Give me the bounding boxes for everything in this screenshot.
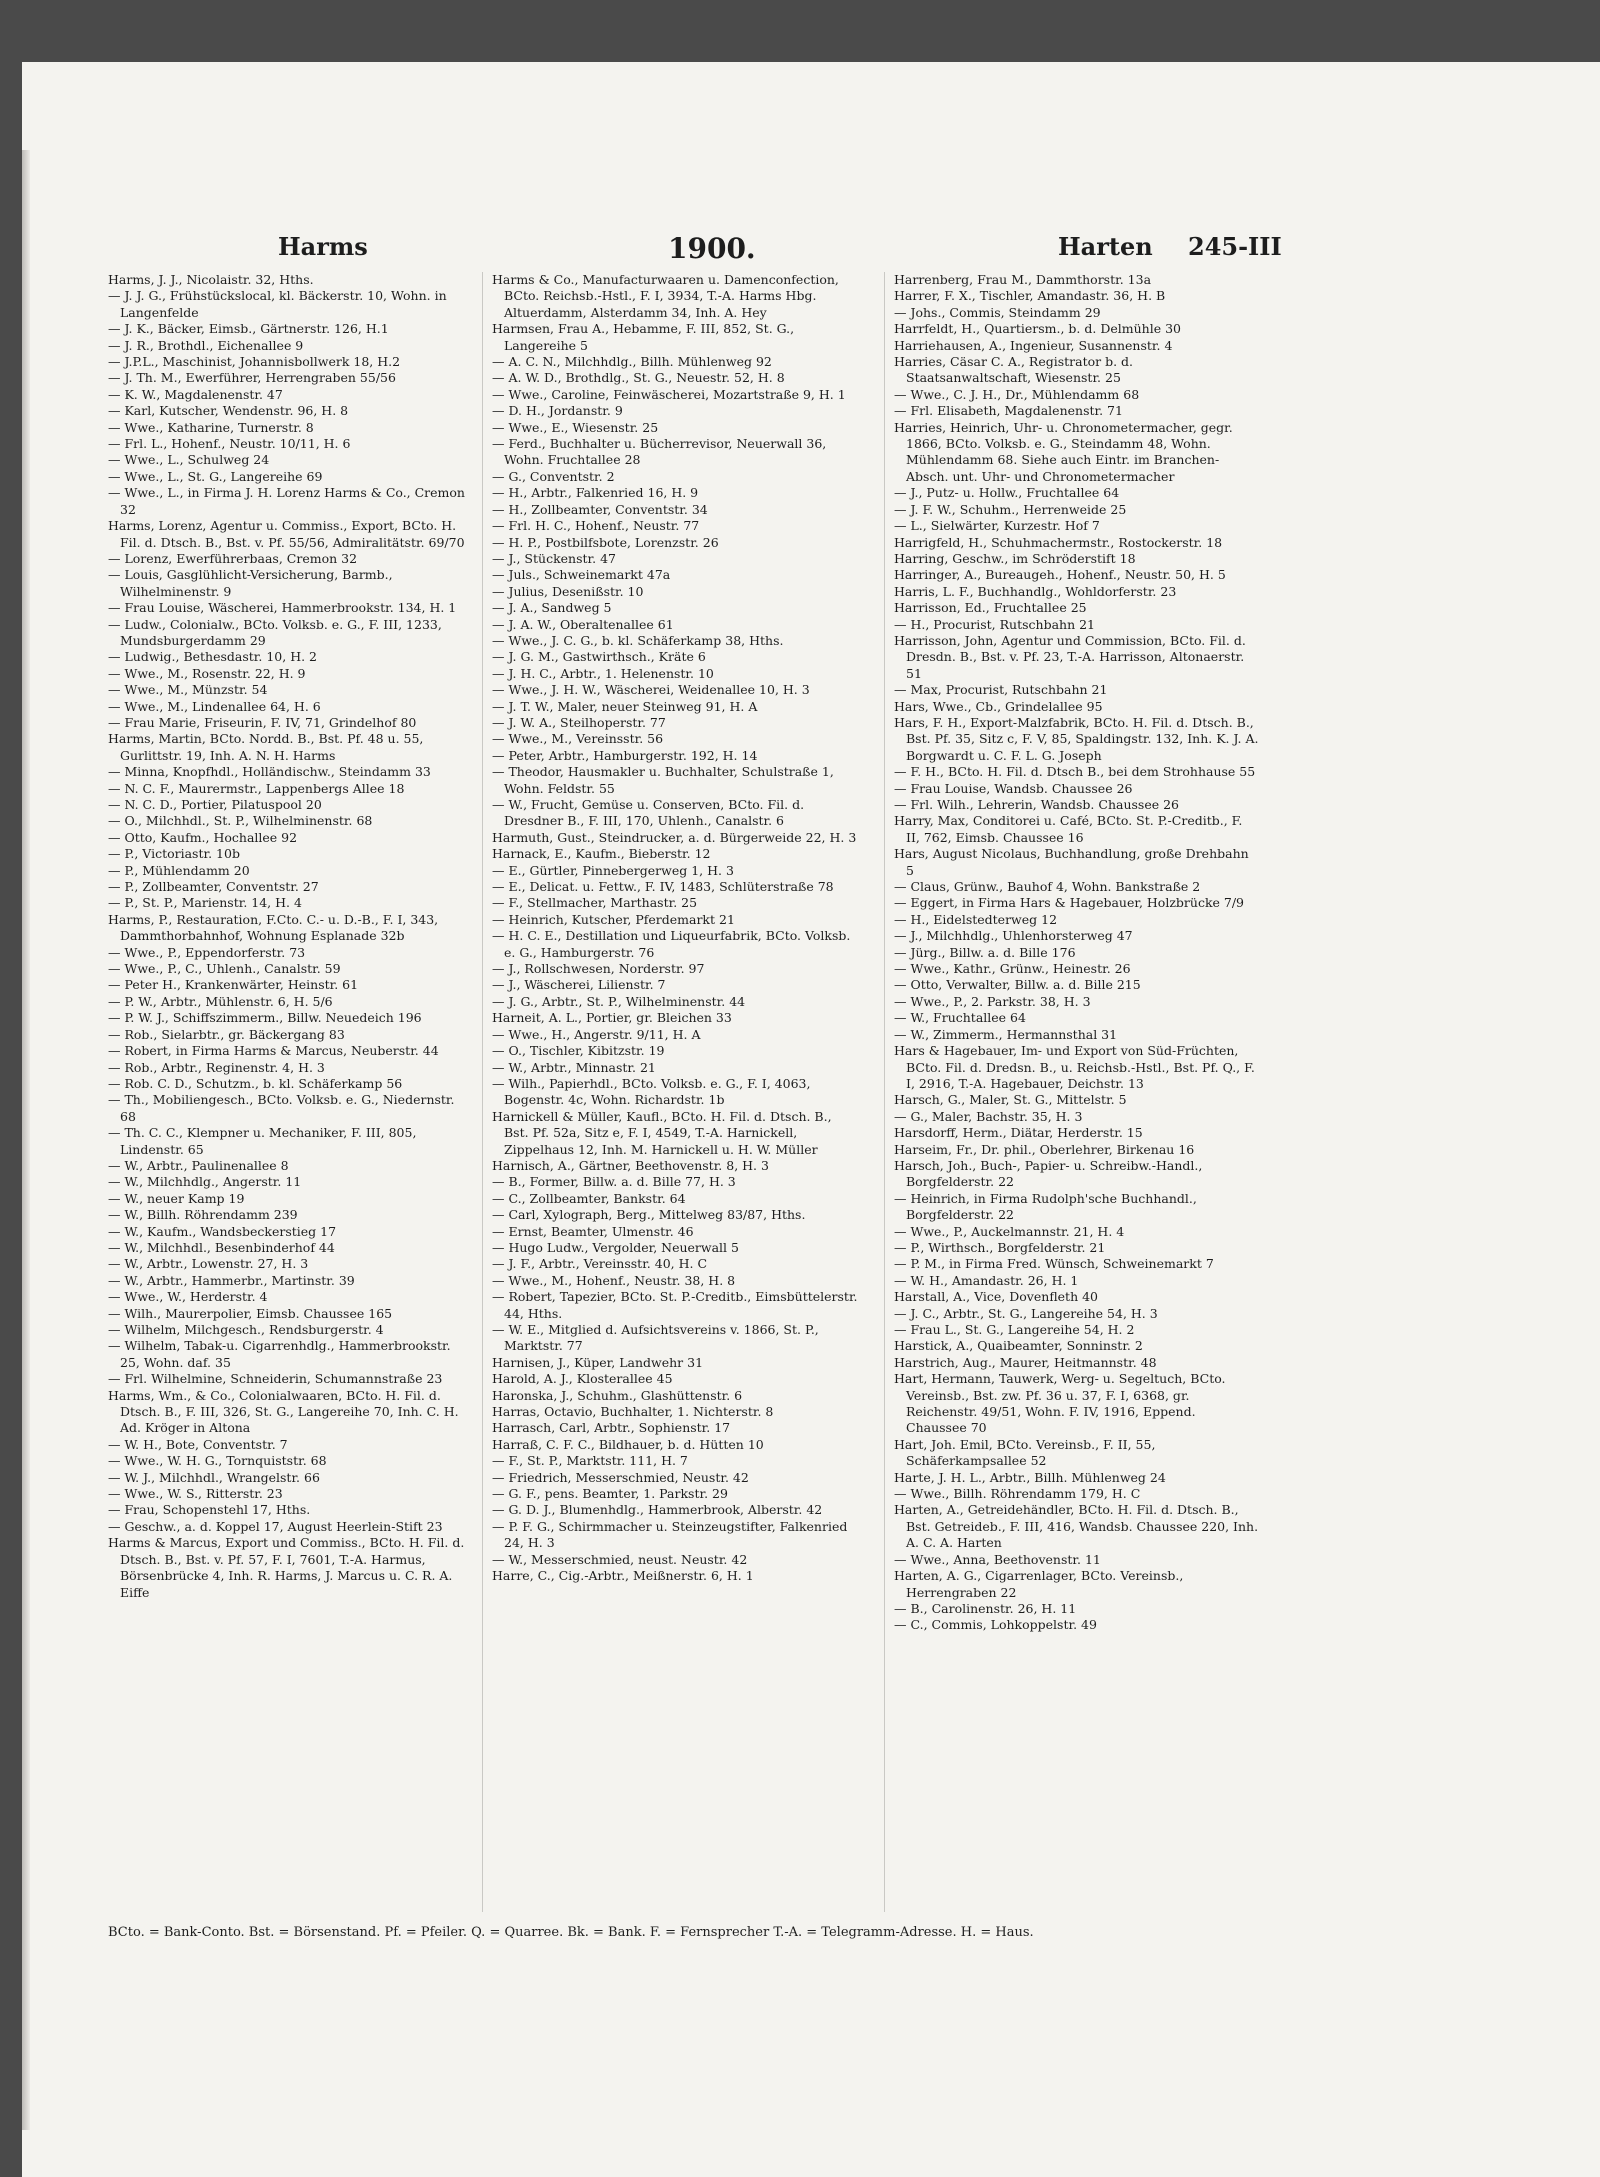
directory-entry: — Wwe., Billh. Röhrendamm 179, H. C — [894, 1486, 1141, 1502]
directory-entry: — W., Arbtr., Hammerbr., Martinstr. 39 — [108, 1272, 355, 1288]
directory-entry: — J. R., Brothdl., Eichenallee 9 — [108, 337, 304, 353]
directory-entry: — B., Carolinenstr. 26, H. 11 — [894, 1600, 1077, 1616]
directory-entry: — B., Former, Billw. a. d. Bille 77, H. 3 — [492, 1174, 736, 1190]
directory-entry: — N. C. F., Maurermstr., Lappenbergs Allee 18 — [108, 780, 405, 796]
directory-page — [108, 232, 1282, 1972]
directory-entry: — Frau Louise, Wandsb. Chaussee 26 — [894, 780, 1133, 796]
directory-entry: — W., Messerschmied, neust. Neustr. 42 — [492, 1551, 748, 1567]
directory-entry: — F. H., BCto. H. Fil. d. Dtsch B., bei dem Strohhause 55 — [894, 764, 1256, 780]
directory-entry: — Wwe., H., Angerstr. 9/11, H. A — [492, 1026, 701, 1042]
directory-entry: — Wwe., W. H. G., Tornquiststr. 68 — [108, 1453, 327, 1469]
header-right-word: Harten — [1058, 232, 1153, 261]
directory-entry: Harms, P., Restauration, F.Cto. C.- u. D.-B., F. I, 343, Dammthorbahnhof, Wohnung Esplanade 32b — [108, 911, 439, 944]
directory-entry: — J. T. W., Maler, neuer Steinweg 91, H. A — [492, 698, 758, 714]
directory-entry: — N. C. D., Portier, Pilatuspool 20 — [108, 797, 322, 812]
directory-entry: — Frau Marie, Friseurin, F. IV, 71, Grindelhof 80 — [108, 714, 417, 730]
column-divider — [884, 272, 885, 1912]
directory-entry: Harras, Octavio, Buchhalter, 1. Nichterstr. 8 — [492, 1404, 774, 1420]
directory-entry: — Wilhelm, Milchgesch., Rendsburgerstr. 4 — [108, 1322, 384, 1337]
directory-entry: — Rob. C. D., Schutzm., b. kl. Schäferkamp 56 — [108, 1075, 403, 1091]
directory-entry: — Frau, Schopenstehl 17, Hths. — [108, 1502, 311, 1518]
directory-entry: — Wwe., M., Rosenstr. 22, H. 9 — [108, 665, 306, 681]
directory-entry: Harriehausen, A., Ingenieur, Susannenstr. 4 — [894, 337, 1173, 353]
directory-entry: — G. D. J., Blumenhdlg., Hammerbrook, Alberstr. 42 — [492, 1502, 823, 1518]
directory-entry: — P., St. P., Marienstr. 14, H. 4 — [108, 895, 302, 911]
directory-entry: — D. H., Jordanstr. 9 — [492, 403, 623, 419]
directory-entry: Harstrich, Aug., Maurer, Heitmannstr. 48 — [894, 1354, 1157, 1370]
column-2 — [492, 272, 858, 1912]
directory-entry: Harms, Wm., & Co., Colonialwaaren, BCto. H. Fil. d. Dtsch. B., F. III, 326, St. G., Langereihe 70, Inh. C. H. Ad. Kröger in Altona — [108, 1387, 459, 1436]
directory-entry: — Heinrich, in Firma Rudolph'sche Buchhandl., Borgfelderstr. 22 — [894, 1190, 1197, 1223]
directory-entry: — Julius, Desenißstr. 10 — [492, 583, 644, 599]
directory-entry: — F., Stellmacher, Marthastr. 25 — [492, 895, 698, 911]
directory-entry: Harre, C., Cig.-Arbtr., Meißnerstr. 6, H. 1 — [492, 1568, 754, 1584]
directory-entry: — Jürg., Billw. a. d. Bille 176 — [894, 944, 1076, 960]
directory-entry: — Wwe., L., Schulweg 24 — [108, 452, 270, 468]
directory-entry: Harrer, F. X., Tischler, Amandastr. 36, H. B — [894, 288, 1166, 304]
directory-entry: — W., Arbtr., Minnastr. 21 — [492, 1059, 656, 1075]
directory-entry: Hars, F. H., Export-Malzfabrik, BCto. H. Fil. d. Dtsch. B., Bst. Pf. 35, Sitz c, F. V, 85, Spaldingstr. 132, Inh. K. J. A. Borgwardt u. C. F. L. G. Joseph — [894, 714, 1259, 763]
directory-entry: — W., Milchhdlg., Angerstr. 11 — [108, 1174, 302, 1190]
directory-entry: — P., Wirthsch., Borgfelderstr. 21 — [894, 1239, 1106, 1255]
directory-entry: — Wwe., Caroline, Feinwäscherei, Mozartstraße 9, H. 1 — [492, 386, 846, 402]
directory-entry: Harms, J. J., Nicolaistr. 32, Hths. — [108, 272, 314, 287]
directory-entry: — Louis, Gasglühlicht-Versicherung, Barmb., Wilhelminenstr. 9 — [108, 567, 393, 599]
directory-entry: — W. J., Milchhdl., Wrangelstr. 66 — [108, 1469, 320, 1485]
directory-entry: — Frl. Wilh., Lehrerin, Wandsb. Chaussee 26 — [894, 797, 1180, 812]
directory-entry: — Robert, in Firma Harms & Marcus, Neuberstr. 44 — [108, 1043, 439, 1059]
directory-entry: — Th., Mobiliengesch., BCto. Volksb. e. G., Niedernstr. 68 — [108, 1092, 455, 1124]
directory-entry: — Wilh., Papierhdl., BCto. Volksb. e. G., F. I, 4063, Bogenstr. 4c, Wohn. Richardstr. 1b — [492, 1075, 811, 1108]
directory-entry: Harraß, C. F. C., Bildhauer, b. d. Hütten 10 — [492, 1436, 764, 1452]
directory-entry: — G. F., pens. Beamter, 1. Parkstr. 29 — [492, 1486, 728, 1502]
directory-entry: — Robert, Tapezier, BCto. St. P.-Creditb., Eimsbüttelerstr. 44, Hths. — [492, 1289, 858, 1321]
directory-entry: — P. W., Arbtr., Mühlenstr. 6, H. 5/6 — [108, 993, 333, 1009]
directory-entry: — Otto, Kaufm., Hochallee 92 — [108, 829, 298, 845]
directory-entry: — Wwe., L., in Firma J. H. Lorenz Harms & Co., Cremon 32 — [108, 485, 465, 517]
directory-entry: Harten, A., Getreidehändler, BCto. H. Fil. d. Dtsch. B., Bst. Getreideb., F. III, 416, Wandsb. Chaussee 220, Inh. A. C. A. Harten — [894, 1502, 1259, 1551]
directory-entry: — J. J. G., Frühstückslocal, kl. Bäckerstr. 10, Wohn. in Langenfelde — [108, 288, 447, 320]
directory-entry: Hars, August Nicolaus, Buchhandlung, große Drehbahn 5 — [894, 846, 1249, 878]
directory-entry: — Max, Procurist, Rutschbahn 21 — [894, 682, 1108, 698]
directory-entry: — J., Rollschwesen, Norderstr. 97 — [492, 961, 705, 977]
directory-entry: — J. A., Sandweg 5 — [492, 600, 612, 616]
directory-entry: Harrigfeld, H., Schuhmachermstr., Rostockerstr. 18 — [894, 534, 1223, 550]
directory-entry: — Rob., Sielarbtr., gr. Bäckergang 83 — [108, 1026, 345, 1042]
directory-entry: Hart, Hermann, Tauwerk, Werg- u. Segeltuch, BCto. Vereinsb., Bst. zw. Pf. 36 u. 37, F. I, 6368, gr. Reichenstr. 49/51, Wohn. F. IV, 1916, Eppend. Chaussee 70 — [894, 1371, 1226, 1436]
directory-entry: — A. C. N., Milchhdlg., Billh. Mühlenweg 92 — [492, 354, 772, 370]
directory-entry: — P. M., in Firma Fred. Wünsch, Schweinemarkt 7 — [894, 1256, 1214, 1272]
page-fold — [22, 150, 30, 2130]
directory-entry: Harrisson, John, Agentur und Commission, BCto. Fil. d. Dresdn. B., Bst. v. Pf. 23, T.-A. Harrisson, Altonaerstr. 51 — [894, 632, 1246, 681]
directory-entry: — Wwe., Katharine, Turnerstr. 8 — [108, 419, 314, 435]
directory-entry: Harrenberg, Frau M., Dammthorstr. 13a — [894, 272, 1152, 287]
directory-entry: — Peter H., Krankenwärter, Heinstr. 61 — [108, 977, 359, 993]
directory-entry: — Frl. H. C., Hohenf., Neustr. 77 — [492, 518, 700, 534]
directory-entry: — J., Stückenstr. 47 — [492, 550, 616, 566]
directory-entry: — J. G., Arbtr., St. P., Wilhelminenstr. 44 — [492, 993, 746, 1009]
page-header — [108, 232, 1282, 266]
directory-entry: — O., Tischler, Kibitzstr. 19 — [492, 1043, 665, 1059]
directory-entry: Harmsen, Frau A., Hebamme, F. III, 852, St. G., Langereihe 5 — [492, 321, 795, 353]
directory-entry: — Friedrich, Messerschmied, Neustr. 42 — [492, 1469, 749, 1485]
directory-entry: Harneit, A. L., Portier, gr. Bleichen 33 — [492, 1010, 732, 1026]
directory-entry: — G., Conventstr. 2 — [492, 468, 615, 484]
directory-entry: Harnisch, A., Gärtner, Beethovenstr. 8, H. 3 — [492, 1157, 769, 1173]
directory-entry: — Wilhelm, Tabak-u. Cigarrenhdlg., Hammerbrookstr. 25, Wohn. daf. 35 — [108, 1338, 451, 1370]
directory-entry: — Frau L., St. G., Langereihe 54, H. 2 — [894, 1322, 1135, 1337]
directory-columns — [108, 272, 1258, 1912]
directory-entry: — A. W. D., Brothdlg., St. G., Neuestr. 52, H. 8 — [492, 370, 785, 386]
column-3 — [894, 272, 1260, 1912]
directory-entry: — J. A. W., Oberaltenallee 61 — [492, 616, 674, 632]
directory-entry: — Wwe., P., Auckelmannstr. 21, H. 4 — [894, 1223, 1125, 1239]
directory-entry: — W., Milchhdl., Besenbinderhof 44 — [108, 1239, 335, 1255]
directory-entry: Harms & Co., Manufacturwaaren u. Damenconfection, BCto. Reichsb.-Hstl., F. I, 3934, T.-A. Harms Hbg. Altuerdamm, Alsterdamm 34, Inh. A. Hey — [492, 272, 839, 320]
directory-entry: — L., Sielwärter, Kurzestr. Hof 7 — [894, 518, 1100, 534]
directory-entry: — Minna, Knopfhdl., Holländischw., Steindamm 33 — [108, 764, 431, 780]
directory-entry: — Hugo Ludw., Vergolder, Neuerwall 5 — [492, 1239, 739, 1255]
directory-entry: — P., Mühlendamm 20 — [108, 862, 250, 878]
directory-entry: — J., Wäscherei, Lilienstr. 7 — [492, 977, 666, 993]
directory-entry: Harstick, A., Quaibeamter, Sonninstr. 2 — [894, 1338, 1143, 1354]
directory-entry: — Th. C. C., Klempner u. Mechaniker, F. III, 805, Lindenstr. 65 — [108, 1125, 417, 1157]
directory-entry: — J.P.L., Maschinist, Johannisbollwerk 18, H.2 — [108, 354, 401, 370]
directory-entry: Harrasch, Carl, Arbtr., Sophienstr. 17 — [492, 1420, 731, 1436]
directory-entry: — C., Commis, Lohkoppelstr. 49 — [894, 1617, 1097, 1633]
directory-entry: — Wilh., Maurerpolier, Eimsb. Chaussee 165 — [108, 1305, 393, 1321]
directory-entry: — W. E., Mitglied d. Aufsichtsvereins v. 1866, St. P., Marktstr. 77 — [492, 1322, 819, 1354]
directory-entry: Harrfeldt, H., Quartiersm., b. d. Delmühle 30 — [894, 321, 1181, 337]
directory-entry: — W. H., Amandastr. 26, H. 1 — [894, 1272, 1079, 1288]
directory-entry: — O., Milchhdl., St. P., Wilhelminenstr. 68 — [108, 813, 373, 829]
directory-entry: — Ernst, Beamter, Ulmenstr. 46 — [492, 1223, 694, 1239]
directory-entry: — Frl. L., Hohenf., Neustr. 10/11, H. 6 — [108, 436, 351, 452]
directory-entry: — J. H. C., Arbtr., 1. Helenenstr. 10 — [492, 665, 714, 681]
directory-entry: Hars & Hagebauer, Im- und Export von Süd-Früchten, BCto. Fil. d. Dredsn. B., u. Reichsb.-Hstl., Bst. Pf. Q., F. I, 2916, T.-A. Hagebauer, Deichstr. 13 — [894, 1043, 1255, 1091]
directory-entry: — W., neuer Kamp 19 — [108, 1190, 245, 1206]
directory-entry: — Wwe., L., St. G., Langereihe 69 — [108, 468, 323, 484]
directory-entry: — Karl, Kutscher, Wendenstr. 96, H. 8 — [108, 403, 349, 419]
directory-entry: — Juls., Schweinemarkt 47a — [492, 567, 671, 583]
directory-entry: — W. H., Bote, Conventstr. 7 — [108, 1436, 288, 1452]
directory-entry: Harnickell & Müller, Kaufl., BCto. H. Fil. d. Dtsch. B., Bst. Pf. 52a, Sitz e, F. I, 4549, T.-A. Harnickell, Zippelhaus 12, Inh. M. Harnickell u. H. W. Müller — [492, 1108, 832, 1157]
directory-entry: — H. P., Postbilfsbote, Lorenzstr. 26 — [492, 534, 719, 550]
directory-entry: — Lorenz, Ewerführerbaas, Cremon 32 — [108, 550, 358, 566]
directory-entry: — F., St. P., Marktstr. 111, H. 7 — [492, 1453, 688, 1469]
column-1 — [108, 272, 474, 1912]
directory-entry: — J. W. A., Steilhoperstr. 77 — [492, 714, 666, 730]
directory-entry: — Wwe., M., Lindenallee 64, H. 6 — [108, 698, 321, 714]
directory-entry: — Wwe., Anna, Beethovenstr. 11 — [894, 1551, 1101, 1567]
directory-entry: — Wwe., J. C. G., b. kl. Schäferkamp 38, Hths. — [492, 632, 784, 648]
directory-entry: — Ferd., Buchhalter u. Bücherrevisor, Neuerwall 36, Wohn. Fruchtallee 28 — [492, 436, 827, 468]
directory-entry: — H., Arbtr., Falkenried 16, H. 9 — [492, 485, 699, 501]
directory-entry: — E., Delicat. u. Fettw., F. IV, 1483, Schlüterstraße 78 — [492, 879, 834, 895]
directory-entry: — Carl, Xylograph, Berg., Mittelweg 83/87, Hths. — [492, 1207, 806, 1223]
directory-entry: Harry, Max, Conditorei u. Café, BCto. St. P.-Creditb., F. II, 762, Eimsb. Chaussee 16 — [894, 813, 1243, 845]
directory-entry: — Ludwig., Bethesdastr. 10, H. 2 — [108, 649, 318, 665]
directory-entry: — Geschw., a. d. Koppel 17, August Heerlein-Stift 23 — [108, 1518, 443, 1534]
page-number: 245-III — [1188, 232, 1282, 261]
directory-entry: — Rob., Arbtr., Reginenstr. 4, H. 3 — [108, 1059, 325, 1075]
directory-entry: — H., Zollbeamter, Conventstr. 34 — [492, 501, 708, 517]
directory-entry: — E., Gürtler, Pinnebergerweg 1, H. 3 — [492, 862, 734, 878]
directory-entry: — G., Maler, Bachstr. 35, H. 3 — [894, 1108, 1083, 1124]
directory-entry: — W., Arbtr., Lowenstr. 27, H. 3 — [108, 1256, 309, 1272]
directory-entry: — H. C. E., Destillation und Liqueurfabrik, BCto. Volksb. e. G., Hamburgerstr. 76 — [492, 928, 851, 960]
directory-entry: — Peter, Arbtr., Hamburgerstr. 192, H. 14 — [492, 747, 758, 763]
header-year: 1900. — [668, 232, 756, 265]
directory-entry: Harsch, G., Maler, St. G., Mittelstr. 5 — [894, 1092, 1127, 1108]
directory-entry: — P., Zollbeamter, Conventstr. 27 — [108, 879, 319, 895]
directory-entry: — J. K., Bäcker, Eimsb., Gärtnerstr. 126, H.1 — [108, 321, 389, 337]
directory-entry: — W., Fruchtallee 64 — [894, 1010, 1026, 1026]
directory-entry: — Frl. Elisabeth, Magdalenenstr. 71 — [894, 403, 1123, 419]
directory-entry: Harries, Heinrich, Uhr- u. Chronometermacher, gegr. 1866, BCto. Volksb. e. G., Steindamm 48, Wohn. Mühlendamm 68. Siehe auch Eintr. im Branchen-Absch. unt. Uhr- und Chronometermacher — [894, 419, 1233, 484]
directory-entry: — Heinrich, Kutscher, Pferdemarkt 21 — [492, 911, 735, 927]
directory-entry: — J. C., Arbtr., St. G., Langereihe 54, H. 3 — [894, 1305, 1158, 1321]
directory-entry: — Wwe., P., 2. Parkstr. 38, H. 3 — [894, 993, 1091, 1009]
directory-entry: — Wwe., C. J. H., Dr., Mühlendamm 68 — [894, 386, 1140, 402]
directory-entry: — Wwe., M., Münzstr. 54 — [108, 682, 268, 698]
directory-entry: — H., Procurist, Rutschbahn 21 — [894, 616, 1096, 632]
directory-entry: Harold, A. J., Klosterallee 45 — [492, 1371, 673, 1387]
directory-entry: — W., Zimmerm., Hermannsthal 31 — [894, 1026, 1118, 1042]
directory-entry: — Wwe., J. H. W., Wäscherei, Weidenallee 10, H. 3 — [492, 682, 810, 698]
directory-entry: — Ludw., Colonialw., BCto. Volksb. e. G., F. III, 1233, Mundsburgerdamm 29 — [108, 616, 442, 648]
column-divider — [482, 272, 483, 1912]
directory-entry: — Wwe., W. S., Ritterstr. 23 — [108, 1486, 283, 1502]
directory-entry: — C., Zollbeamter, Bankstr. 64 — [492, 1190, 686, 1206]
abbreviation-legend: BCto. = Bank-Conto. Bst. = Börsenstand. Pf. = Pfeiler. Q. = Quarree. Bk. = Bank. F. = Fernsprecher T.-A. = Telegramm-Adresse. H. = Haus. — [108, 1925, 1034, 1940]
directory-entry: Harms, Martin, BCto. Nordd. B., Bst. Pf. 48 u. 55, Gurlittstr. 19, Inh. A. N. H. Harms — [108, 731, 424, 763]
directory-entry: Harsch, Joh., Buch-, Papier- u. Schreibw.-Handl., Borgfelderstr. 22 — [894, 1157, 1203, 1190]
directory-entry: Harnisen, J., Küper, Landwehr 31 — [492, 1354, 704, 1370]
directory-entry: — Wwe., P., C., Uhlenh., Canalstr. 59 — [108, 961, 341, 977]
directory-entry: Harris, L. F., Buchhandlg., Wohldorferstr. 23 — [894, 583, 1177, 599]
directory-entry: — Wwe., W., Herderstr. 4 — [108, 1289, 268, 1305]
directory-entry: — Wwe., P., Eppendorferstr. 73 — [108, 944, 306, 960]
directory-entry: — Wwe., Kathr., Grünw., Heinestr. 26 — [894, 961, 1131, 977]
directory-entry: — Claus, Grünw., Bauhof 4, Wohn. Bankstraße 2 — [894, 879, 1201, 895]
directory-entry: — Eggert, in Firma Hars & Hagebauer, Holzbrücke 7/9 — [894, 895, 1245, 911]
directory-entry: — P. W. J., Schiffszimmerm., Billw. Neuedeich 196 — [108, 1010, 422, 1026]
directory-entry: Haronska, J., Schuhm., Glashüttenstr. 6 — [492, 1387, 743, 1403]
directory-entry: Harrisson, Ed., Fruchtallee 25 — [894, 600, 1087, 616]
directory-entry: — Wwe., E., Wiesenstr. 25 — [492, 419, 659, 435]
directory-entry: Harseim, Fr., Dr. phil., Oberlehrer, Birkenau 16 — [894, 1141, 1195, 1157]
directory-entry: Hart, Joh. Emil, BCto. Vereinsb., F. II, 55, Schäferkampsallee 52 — [894, 1436, 1156, 1469]
header-left-word: Harms — [278, 232, 368, 261]
directory-entry: — J. G. M., Gastwirthsch., Kräte 6 — [492, 649, 706, 665]
directory-entry: — W., Billh. Röhrendamm 239 — [108, 1207, 298, 1223]
directory-entry: — Johs., Commis, Steindamm 29 — [894, 304, 1101, 320]
directory-entry: Harsdorff, Herm., Diätar, Herderstr. 15 — [894, 1125, 1143, 1141]
directory-entry: — Frau Louise, Wäscherei, Hammerbrookstr. 134, H. 1 — [108, 600, 457, 616]
directory-entry: — Theodor, Hausmakler u. Buchhalter, Schulstraße 1, Wohn. Feldstr. 55 — [492, 764, 834, 796]
directory-entry: — K. W., Magdalenenstr. 47 — [108, 386, 283, 402]
directory-entry: — J., Putz- u. Hollw., Fruchtallee 64 — [894, 485, 1120, 501]
directory-entry: — Otto, Verwalter, Billw. a. d. Bille 215 — [894, 977, 1141, 993]
directory-entry: Harms & Marcus, Export und Commiss., BCto. H. Fil. d. Dtsch. B., Bst. v. Pf. 57, F. I, 7601, T.-A. Harmus, Börsenbrücke 4, Inh. R. Harms, J. Marcus u. C. R. A. Eiffe — [108, 1535, 465, 1600]
directory-entry: — J. Th. M., Ewerführer, Herrengraben 55/56 — [108, 370, 396, 386]
directory-entry: Harries, Cäsar C. A., Registrator b. d. Staatsanwaltschaft, Wiesenstr. 25 — [894, 354, 1134, 386]
directory-entry: — W., Frucht, Gemüse u. Conserven, BCto. Fil. d. Dresdner B., F. III, 170, Uhlenh., Canalstr. 6 — [492, 797, 805, 829]
directory-entry: Harms, Lorenz, Agentur u. Commiss., Export, BCto. H. Fil. d. Dtsch. B., Bst. v. Pf. 55/56, Admiralitätstr. 69/70 — [108, 518, 465, 550]
directory-entry: Harring, Geschw., im Schröderstift 18 — [894, 550, 1136, 566]
directory-entry: Harstall, A., Vice, Dovenfleth 40 — [894, 1289, 1099, 1305]
directory-entry: Harten, A. G., Cigarrenlager, BCto. Vereinsb., Herrengraben 22 — [894, 1568, 1184, 1600]
directory-entry: — J. F., Arbtr., Vereinsstr. 40, H. C — [492, 1256, 708, 1272]
directory-entry: Hars, Wwe., Cb., Grindelallee 95 — [894, 698, 1103, 714]
directory-entry: — Frl. Wilhelmine, Schneiderin, Schumannstraße 23 — [108, 1371, 443, 1387]
directory-entry: — H., Eidelstedterweg 12 — [894, 911, 1058, 927]
directory-entry: — P. F. G., Schirmmacher u. Steinzeugstifter, Falkenried 24, H. 3 — [492, 1518, 848, 1551]
directory-entry: — J., Milchhdlg., Uhlenhorsterweg 47 — [894, 928, 1133, 944]
directory-entry: — J. F. W., Schuhm., Herrenweide 25 — [894, 501, 1127, 517]
directory-entry: — Wwe., M., Hohenf., Neustr. 38, H. 8 — [492, 1272, 736, 1288]
directory-entry: — W., Kaufm., Wandsbeckerstieg 17 — [108, 1223, 337, 1239]
directory-entry: — W., Arbtr., Paulinenallee 8 — [108, 1157, 289, 1173]
directory-entry: Harmuth, Gust., Steindrucker, a. d. Bürgerweide 22, H. 3 — [492, 829, 857, 845]
directory-entry: — P., Victoriastr. 10b — [108, 846, 240, 862]
directory-entry: Harte, J. H. L., Arbtr., Billh. Mühlenweg 24 — [894, 1469, 1166, 1485]
directory-entry: — Wwe., M., Vereinsstr. 56 — [492, 731, 664, 747]
directory-entry: Harnack, E., Kaufm., Bieberstr. 12 — [492, 846, 711, 862]
directory-entry: Harringer, A., Bureaugeh., Hohenf., Neustr. 50, H. 5 — [894, 567, 1226, 583]
